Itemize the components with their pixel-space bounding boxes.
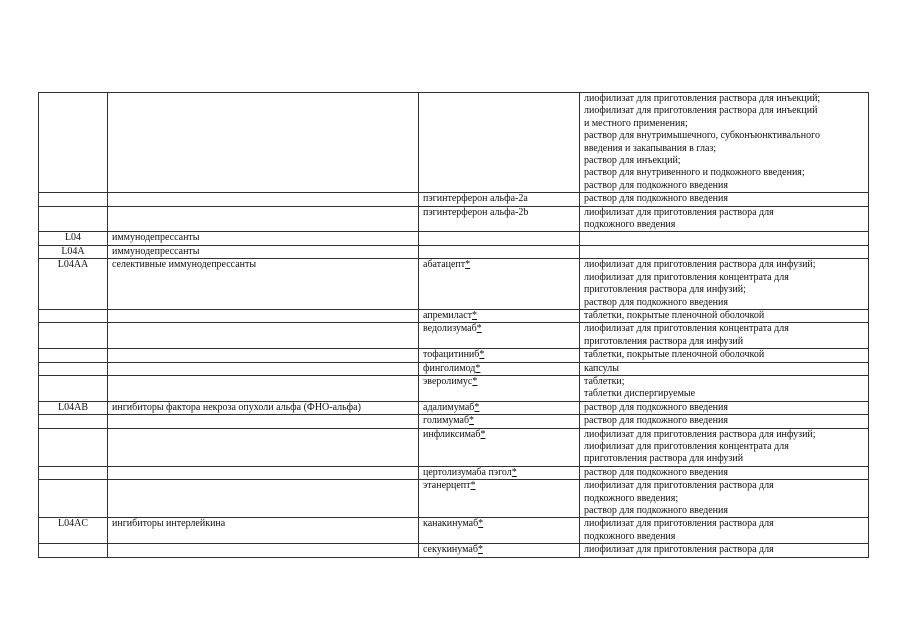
- drug-name: канакинумаб: [423, 518, 479, 530]
- table-row: [39, 309, 869, 322]
- dosage-forms-cell: лиофилизат для приготовления раствора для подкожного введения; раствор для подкожного введения: [580, 480, 869, 518]
- drug-name: голимумаб: [423, 415, 470, 427]
- group-name-cell: [108, 544, 419, 557]
- table-row: [39, 428, 869, 466]
- dosage-forms-cell: лиофилизат для приготовления раствора для: [580, 544, 869, 557]
- group-name-cell: [108, 375, 419, 401]
- dosage-forms-cell: [580, 232, 869, 245]
- table-row: [39, 232, 869, 245]
- dosage-forms-cell: капсулы: [580, 362, 869, 375]
- footnote-asterisk: *: [474, 401, 480, 413]
- dosage-forms-cell: раствор для подкожного введения: [580, 466, 869, 479]
- footnote-asterisk: *: [472, 309, 478, 321]
- footnote-asterisk: *: [476, 323, 482, 335]
- group-name-cell: иммунодепрессанты: [108, 245, 419, 258]
- atc-code-cell: [39, 466, 108, 479]
- drug-name: тофацитиниб: [423, 349, 480, 361]
- footnote-asterisk: *: [475, 362, 481, 374]
- drug-name: ведолизумаб: [423, 323, 477, 335]
- table-row: [39, 544, 869, 557]
- dosage-forms-cell: лиофилизат для приготовления концентрата для приготовления раствора для инфузий: [580, 323, 869, 349]
- footnote-asterisk: *: [472, 375, 478, 387]
- dosage-forms-cell: раствор для подкожного введения: [580, 415, 869, 428]
- atc-code-cell: L04AC: [39, 518, 108, 544]
- atc-code-cell: [39, 93, 108, 193]
- dosage-forms-cell: лиофилизат для приготовления раствора для подкожного введения: [580, 206, 869, 232]
- footnote-asterisk: *: [479, 349, 485, 361]
- dosage-forms-cell: таблетки; таблетки диспергируемые: [580, 375, 869, 401]
- atc-code-cell: L04A: [39, 245, 108, 258]
- group-name-cell: [108, 428, 419, 466]
- table-row: [39, 362, 869, 375]
- group-name-cell: ингибиторы фактора некроза опухоли альфа (ФНО-альфа): [108, 401, 419, 414]
- drug-name-cell: [419, 193, 580, 206]
- drug-name-cell: [419, 309, 580, 322]
- table-row: [39, 93, 869, 193]
- drug-name-cell: [419, 232, 580, 245]
- drug-name: эверолимус: [423, 375, 473, 387]
- drug-name: финголимод: [423, 362, 476, 374]
- atc-code-cell: [39, 206, 108, 232]
- dosage-forms-cell: лиофилизат для приготовления раствора для инъекций; лиофилизат для приготовления раствора для инъекций и местного применения; раствор для внутримышечного, субконъюнктивального введения и закапывания в глаз; раствор для инъекций; раствор для внутривенного и подкожного введения; раствор для подкожного введения: [580, 93, 869, 193]
- drug-name: пэгинтерферон альфа-2b: [423, 206, 529, 218]
- drug-name-cell: [419, 466, 580, 479]
- group-name-cell: [108, 193, 419, 206]
- table-row: [39, 245, 869, 258]
- drug-list-table: [38, 92, 869, 558]
- drug-name: апремиласт: [423, 309, 473, 321]
- group-name-cell: ингибиторы интерлейкина: [108, 518, 419, 544]
- drug-name: этанерцепт: [423, 480, 471, 492]
- group-name-cell: [108, 309, 419, 322]
- drug-name: пэгинтерферон альфа-2a: [423, 193, 528, 205]
- group-name-cell: [108, 349, 419, 362]
- drug-name-cell: [419, 93, 580, 193]
- footnote-asterisk: *: [470, 480, 476, 492]
- table-row: [39, 259, 869, 310]
- table-row: [39, 193, 869, 206]
- drug-name-cell: [419, 362, 580, 375]
- table-body: [39, 93, 869, 558]
- atc-code-cell: L04AA: [39, 259, 108, 310]
- dosage-forms-cell: [580, 245, 869, 258]
- table-row: [39, 480, 869, 518]
- atc-code-cell: [39, 349, 108, 362]
- atc-code-cell: [39, 480, 108, 518]
- dosage-forms-cell: лиофилизат для приготовления раствора для подкожного введения: [580, 518, 869, 544]
- table-row: [39, 466, 869, 479]
- dosage-forms-cell: раствор для подкожного введения: [580, 193, 869, 206]
- drug-name-cell: [419, 518, 580, 544]
- group-name-cell: [108, 323, 419, 349]
- atc-code-cell: L04AB: [39, 401, 108, 414]
- group-name-cell: [108, 480, 419, 518]
- footnote-asterisk: *: [477, 544, 483, 556]
- table-row: [39, 349, 869, 362]
- footnote-asterisk: *: [511, 466, 517, 478]
- drug-name-cell: [419, 375, 580, 401]
- group-name-cell: [108, 206, 419, 232]
- atc-code-cell: [39, 323, 108, 349]
- drug-name-cell: [419, 245, 580, 258]
- drug-name: цертолизумаба пэгол: [423, 466, 512, 478]
- table-row: [39, 518, 869, 544]
- drug-name-cell: [419, 428, 580, 466]
- table-row: [39, 375, 869, 401]
- drug-name-cell: [419, 259, 580, 310]
- atc-code-cell: [39, 375, 108, 401]
- atc-code-cell: [39, 193, 108, 206]
- drug-name-cell: [419, 323, 580, 349]
- atc-code-cell: [39, 362, 108, 375]
- drug-name-cell: [419, 349, 580, 362]
- atc-code-cell: [39, 309, 108, 322]
- table-row: [39, 206, 869, 232]
- drug-name-cell: [419, 206, 580, 232]
- footnote-asterisk: *: [465, 259, 471, 271]
- dosage-forms-cell: таблетки, покрытые пленочной оболочкой: [580, 309, 869, 322]
- drug-name: адалимумаб: [423, 401, 475, 413]
- group-name-cell: иммунодепрессанты: [108, 232, 419, 245]
- group-name-cell: [108, 415, 419, 428]
- table-row: [39, 323, 869, 349]
- footnote-asterisk: *: [469, 415, 475, 427]
- atc-code-cell: [39, 544, 108, 557]
- dosage-forms-cell: лиофилизат для приготовления раствора для инфузий; лиофилизат для приготовления концентрата для приготовления раствора для инфузий: [580, 428, 869, 466]
- drug-name-cell: [419, 415, 580, 428]
- atc-code-cell: L04: [39, 232, 108, 245]
- group-name-cell: [108, 466, 419, 479]
- footnote-asterisk: *: [478, 518, 484, 530]
- dosage-forms-cell: таблетки, покрытые пленочной оболочкой: [580, 349, 869, 362]
- document-page: [38, 92, 868, 558]
- group-name-cell: [108, 362, 419, 375]
- atc-code-cell: [39, 428, 108, 466]
- dosage-forms-cell: лиофилизат для приготовления раствора для инфузий; лиофилизат для приготовления концентрата для приготовления раствора для инфузий; раствор для подкожного введения: [580, 259, 869, 310]
- group-name-cell: селективные иммунодепрессанты: [108, 259, 419, 310]
- drug-name-cell: [419, 544, 580, 557]
- table-row: [39, 415, 869, 428]
- drug-name-cell: [419, 401, 580, 414]
- drug-name: инфликсимаб: [423, 428, 481, 440]
- group-name-cell: [108, 93, 419, 193]
- footnote-asterisk: *: [480, 428, 486, 440]
- drug-name: секукинумаб: [423, 544, 478, 556]
- drug-name: абатацепт: [423, 259, 466, 271]
- atc-code-cell: [39, 415, 108, 428]
- table-row: [39, 401, 869, 414]
- drug-name-cell: [419, 480, 580, 518]
- dosage-forms-cell: раствор для подкожного введения: [580, 401, 869, 414]
